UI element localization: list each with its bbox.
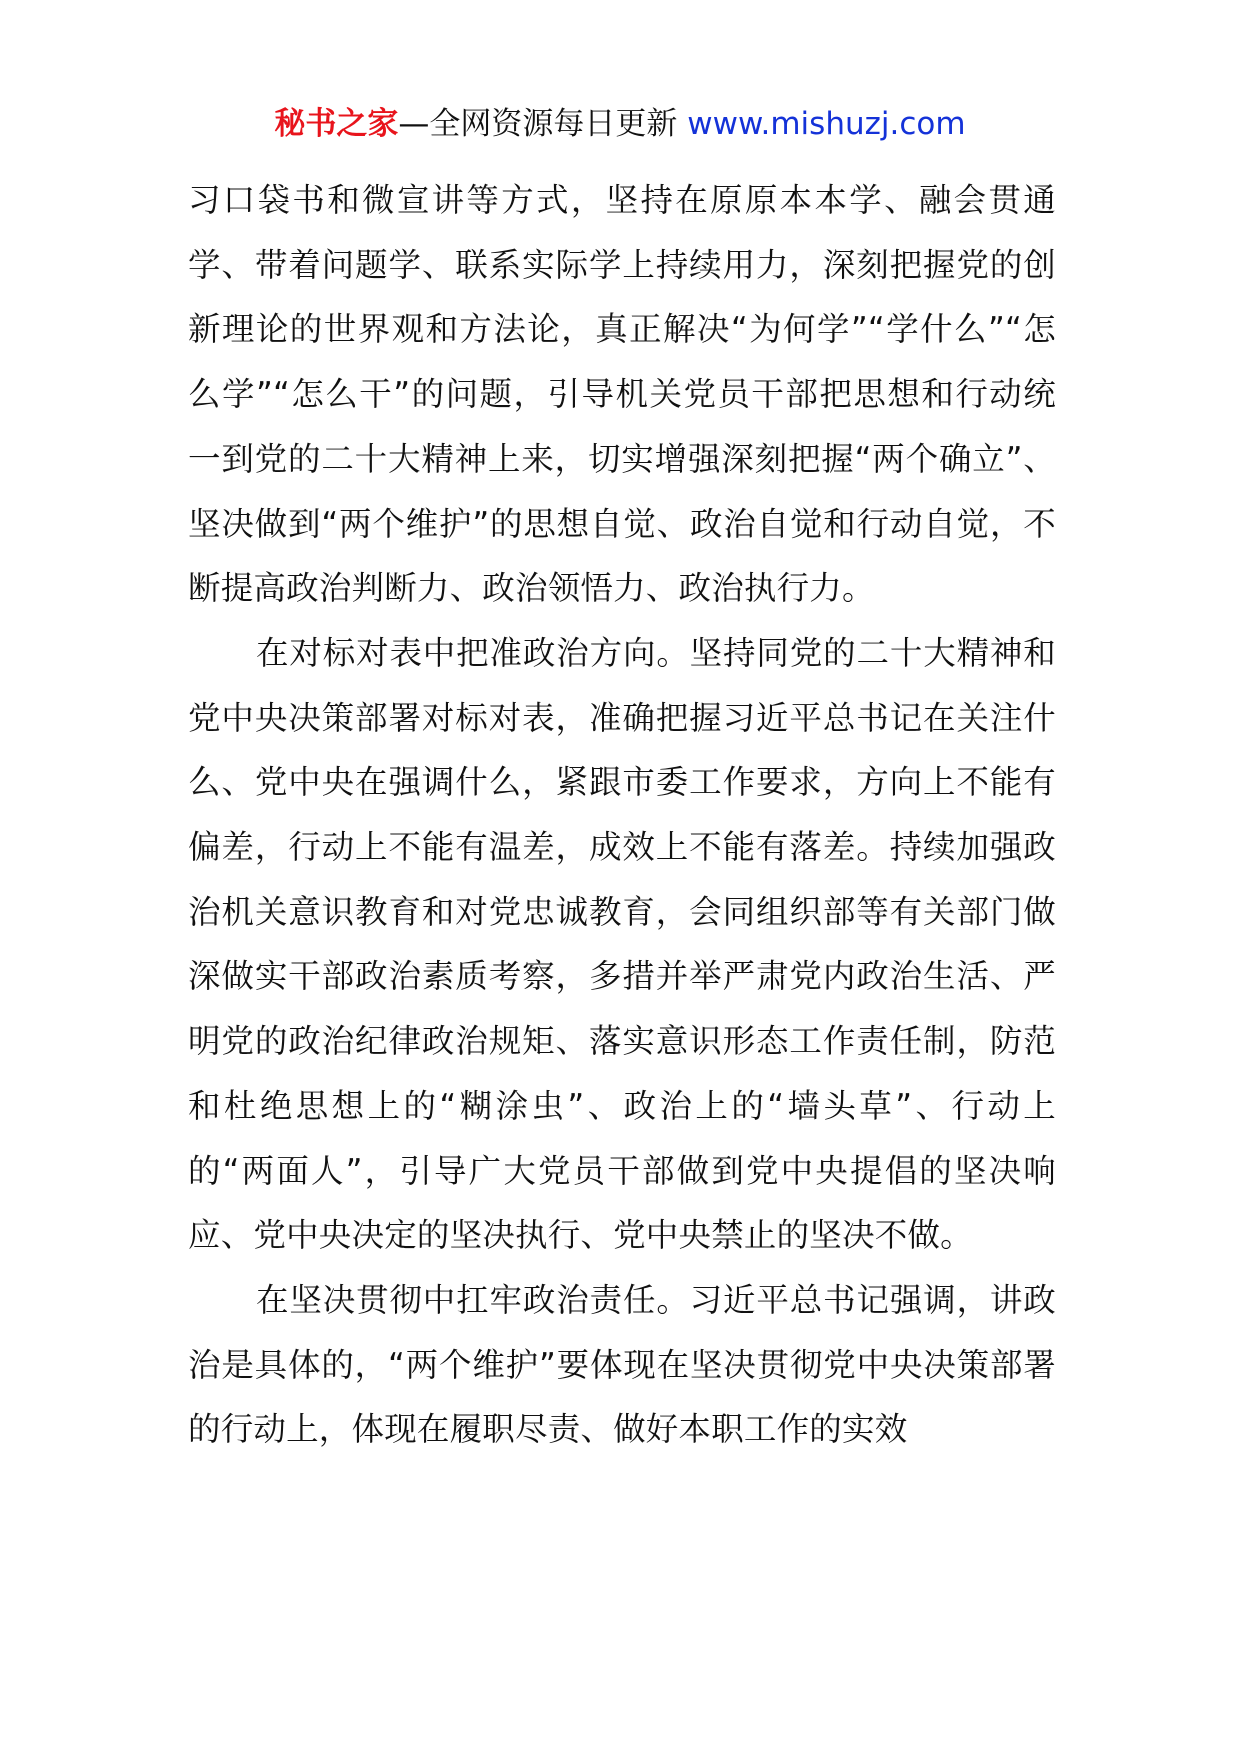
paragraph-political-direction: 在对标对表中把准政治方向。坚持同党的二十大精神和党中央决策部署对标对表，准确把握习近平总书记在关注什么、党中央在强调什么，紧跟市委工作要求，方向上不能有偏差，行动上不能有温差，成效上不能有落差。持续加强政治机关意识教育和对党忠诚教育，会同组织部等有关部门做深做实干部政治素质考察，多措并举严肃党内政治生活、严明党的政治纪律政治规矩、落实意识形态工作责任制，防范和杜绝思想上的“糊涂虫”、政治上的“墙头草”、行动上的“两面人”，引导广大党员干部做到党中央提倡的坚决响应、党中央决定的坚决执行、党中央禁止的坚决不做。: [188, 633, 1056, 1255]
document-body: [188, 168, 1056, 1462]
paragraph-political-responsibility: 在坚决贯彻中扛牢政治责任。习近平总书记强调，讲政治是具体的，“两个维护”要体现在坚决贯彻党中央决策部署的行动上，体现在履职尽责、做好本职工作的实效: [188, 1280, 1056, 1449]
paragraph-continued: 习口袋书和微宣讲等方式，坚持在原原本本学、融会贯通学、带着问题学、联系实际学上持续用力，深刻把握党的创新理论的世界观和方法论，真正解决“为何学”“学什么”“怎么学”“怎么干”的问题，引导机关党员干部把思想和行动统一到党的二十大精神上来，切实增强深刻把握“两个确立”、坚决做到“两个维护”的思想自觉、政治自觉和行动自觉，不断提高政治判断力、政治领悟力、政治执行力。: [188, 181, 1056, 608]
header-brand: 秘书之家: [274, 106, 399, 142]
header-url[interactable]: www.mishuzj.com: [687, 106, 966, 142]
page-header: [0, 104, 1240, 144]
header-tagline: —全网资源每日更新: [398, 106, 688, 142]
